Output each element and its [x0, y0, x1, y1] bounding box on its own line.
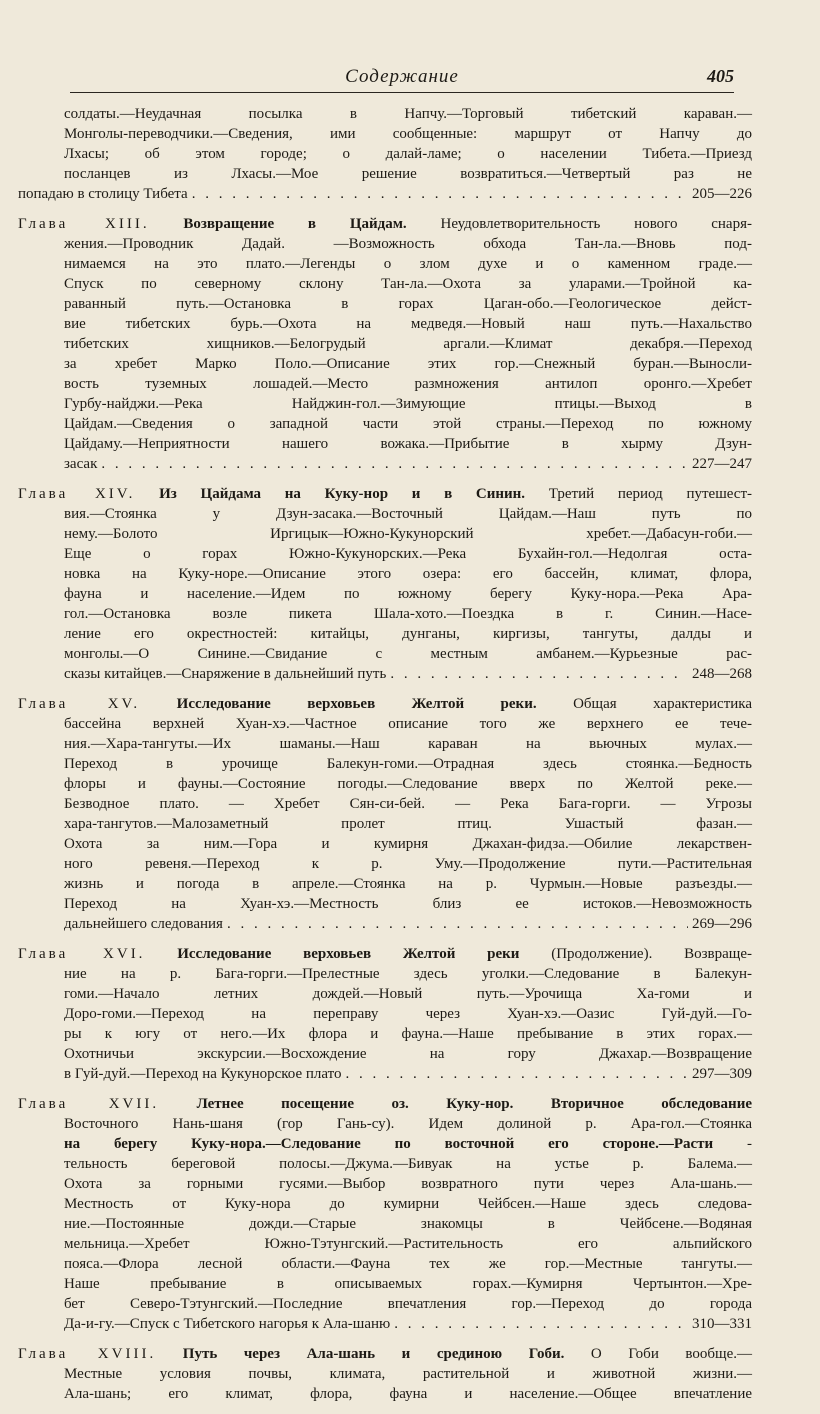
- toc-line: [18, 1234, 752, 1254]
- dot-leader: [101, 454, 688, 474]
- line-text: Цайдаму.—Неприятности нашего вожака.—Прибытие в хырму Дзун-: [64, 436, 752, 452]
- dot-leader: [192, 184, 688, 204]
- toc-line: [18, 524, 752, 544]
- toc-last-line: [18, 1064, 752, 1084]
- line-text: вость туземных лошадей.—Место размножения антилоп оронго.—Хребет: [64, 376, 752, 392]
- line-text: ление его окрестностей: китайцы, дунганы, киргизы, тангуты, далды и: [64, 626, 752, 642]
- dot-leader: [346, 1064, 688, 1084]
- chapter-label: Глава XVII.: [18, 1096, 160, 1112]
- line-text: -: [747, 1136, 753, 1152]
- line-text: жения.—Проводник Дадай. —Возможность обхода Тан-ла.—Вновь под-: [64, 236, 752, 252]
- toc-line: [18, 1094, 752, 1114]
- toc-line: [18, 314, 752, 334]
- line-text: (Продолжение). Возвраще-: [551, 946, 752, 962]
- toc-line: [18, 144, 752, 164]
- toc-line: [18, 894, 752, 914]
- toc-line: [18, 854, 752, 874]
- line-text: Еще о горах Южно-Кукунорских.—Река Бухайн-гол.—Недолгая оста-: [64, 546, 752, 562]
- line-text: Доро-гоми.—Переход на переправу через Хуан-хэ.—Оазис Гуй-дуй.—Го-: [64, 1006, 752, 1022]
- line-text: Охота за горными гусями.—Выбор возвратного пути через Ала-шань.—: [64, 1176, 752, 1192]
- toc-line: [18, 504, 752, 524]
- toc-line: [18, 254, 752, 274]
- toc-line: [18, 694, 752, 714]
- line-text: сказы китайцев.—Снаряжение в дальнейший путь: [64, 666, 387, 682]
- toc-line: [18, 1004, 752, 1024]
- chapter-title: Исследование верховьев Желтой реки.: [176, 696, 537, 712]
- line-text: тельность береговой полосы.—Джума.—Бивуак на устье р. Балема.—: [64, 1156, 752, 1172]
- toc-line: [18, 564, 752, 584]
- line-text: ния.—Хара-тангуты.—Их шаманы.—Наш караван на вьючных мулах.—: [64, 736, 752, 752]
- line-text: солдаты.—Неудачная посылка в Напчу.—Торговый тибетский караван.—: [64, 106, 752, 122]
- chapter-label: Глава XIV.: [18, 486, 136, 502]
- toc-line: [18, 874, 752, 894]
- toc-line: [18, 1114, 752, 1134]
- toc-line: [18, 334, 752, 354]
- toc-last-line: [18, 914, 752, 934]
- line-text: вие тибетских бурь.—Охота на медведя.—Новый наш путь.—Нахальство: [64, 316, 752, 332]
- toc-line: [18, 584, 752, 604]
- toc-line: [18, 814, 752, 834]
- line-text: вия.—Стоянка у Дзун-засака.—Восточный Цайдам.—Наш путь по: [64, 506, 752, 522]
- toc-line: [18, 1174, 752, 1194]
- chapter-title: Путь через Ала-шань и срединою Гоби.: [182, 1346, 565, 1362]
- toc-line: [18, 1294, 752, 1314]
- toc-line: [18, 104, 752, 124]
- line-text: ры к югу от него.—Их флора и фауна.—Наше пребывание в этих горах.—: [64, 1026, 752, 1042]
- line-text: Цайдам.—Сведения о западной части этой страны.—Переход по южному: [64, 416, 752, 432]
- table-of-contents: [18, 104, 752, 1414]
- toc-line: [18, 394, 752, 414]
- toc-line: [18, 164, 752, 184]
- line-text: жизнь и погода в апреле.—Стоянка на р. Чурмын.—Новые разъезды.—: [64, 876, 752, 892]
- dot-leader: [227, 914, 688, 934]
- dot-leader: [390, 664, 688, 684]
- line-text: Наше пребывание в описываемых горах.—Кумирня Чертынтон.—Хре-: [64, 1276, 752, 1292]
- line-text: монголы.—О Синине.—Свидание с местным амбанем.—Курьезные рас-: [64, 646, 752, 662]
- line-text: Да-и-гу.—Спуск с Тибетского нагорья к Ала-шаню: [64, 1316, 391, 1332]
- toc-line: [18, 1044, 752, 1064]
- toc-line: [18, 774, 752, 794]
- toc-entry: [18, 944, 752, 1084]
- chapter-title-cont: на берегу Куку-нора.—Следование по восточной его стороне.—Расти: [64, 1136, 714, 1152]
- toc-last-line: [18, 454, 752, 474]
- toc-line: [18, 234, 752, 254]
- toc-line: [18, 1384, 752, 1404]
- toc-line: [18, 414, 752, 434]
- toc-line: [18, 354, 752, 374]
- line-text: Неудовлетворительность нового снаря-: [440, 216, 752, 232]
- toc-line: [18, 644, 752, 664]
- line-text: Ала-шань; его климат, флора, фауна и население.—Общее впечатление: [64, 1386, 752, 1402]
- line-text: фауна и население.—Идем по южному берегу Куку-нора.—Река Ара-: [64, 586, 752, 602]
- toc-entry: [18, 214, 752, 474]
- toc-line: [18, 1024, 752, 1044]
- toc-line: [18, 544, 752, 564]
- toc-entry: [18, 104, 752, 204]
- chapter-label: Глава XIII.: [18, 216, 150, 232]
- toc-line: [18, 834, 752, 854]
- toc-entry: [18, 1344, 752, 1404]
- toc-line: [18, 1134, 752, 1154]
- line-text: в Гуй-дуй.—Переход на Кукунорское плато: [64, 1066, 342, 1082]
- line-text: пояса.—Флора лесной области.—Фауна тех же гор.—Местные тангуты.—: [64, 1256, 752, 1272]
- toc-line: [18, 274, 752, 294]
- page-range: 227—247: [692, 456, 752, 472]
- toc-line: [18, 214, 752, 234]
- chapter-title: Летнее посещение оз. Куку-нор. Вторичное обследование: [196, 1096, 753, 1112]
- line-text: флоры и фауны.—Состояние погоды.—Следование вверх по Желтой реке.—: [64, 776, 752, 792]
- running-title: Содержание: [345, 66, 459, 87]
- toc-entry: [18, 484, 752, 684]
- toc-line: [18, 124, 752, 144]
- line-text: Местные условия почвы, климата, растительной и животной жизни.—: [64, 1366, 752, 1382]
- toc-entry: [18, 694, 752, 934]
- line-text: тибетских хищников.—Белогрудый аргали.—Климат декабря.—Переход: [64, 336, 752, 352]
- toc-line: [18, 374, 752, 394]
- toc-line: [18, 944, 752, 964]
- line-text: нему.—Болото Иргицык—Южно-Кукунорский хребет.—Дабасун-гоби.—: [64, 526, 752, 542]
- toc-line: [18, 434, 752, 454]
- line-text: засак: [64, 456, 98, 472]
- toc-line: [18, 1274, 752, 1294]
- toc-entry: [18, 1094, 752, 1334]
- line-text: Лхасы; об этом городе; о далай-ламе; о населении Тибета.—Приезд: [64, 146, 752, 162]
- toc-line: [18, 734, 752, 754]
- toc-line: [18, 964, 752, 984]
- toc-line: [18, 714, 752, 734]
- line-text: О Гоби вообще.—: [590, 1346, 752, 1362]
- line-text: гоми.—Начало летних дождей.—Новый путь.—Урочища Ха-гоми и: [64, 986, 752, 1002]
- toc-line: [18, 1194, 752, 1214]
- line-text: Третий период путешест-: [548, 486, 752, 502]
- line-text: ного ревеня.—Переход к р. Уму.—Продолжение пути.—Растительная: [64, 856, 752, 872]
- toc-last-line: [18, 1314, 752, 1334]
- toc-line: [18, 984, 752, 1004]
- toc-line: [18, 1254, 752, 1274]
- toc-line: [18, 604, 752, 624]
- line-text: бассейна верхней Хуан-хэ.—Частное описание того же верхнего ее тече-: [64, 716, 752, 732]
- line-text: Безводное плато. — Хребет Сян-си-бей. — Река Бага-горги. — Угрозы: [64, 796, 752, 812]
- line-text: Местность от Куку-нора до кумирни Чейбсен.—Наше здесь следова-: [64, 1196, 752, 1212]
- chapter-label: Глава XVIII.: [18, 1346, 157, 1362]
- line-text: гол.—Остановка возле пикета Шала-хото.—Поездка в г. Синин.—Насе-: [64, 606, 752, 622]
- page-range: 269—296: [692, 916, 752, 932]
- line-text: попадаю в столицу Тибета: [18, 186, 188, 202]
- line-text: Охотничьи экскурсии.—Восхождение на гору Джахар.—Возвращение: [64, 1046, 752, 1062]
- line-text: Переход в урочище Балекун-гоми.—Отрадная здесь стоянка.—Бедность: [64, 756, 752, 772]
- chapter-title: Исследование верховьев Желтой реки: [177, 946, 520, 962]
- line-text: Монголы-переводчики.—Сведения, ими сообщенные: маршрут от Напчу до: [64, 126, 752, 142]
- line-text: ние.—Постоянные дожди.—Старые знакомцы в Чейбсене.—Водяная: [64, 1216, 752, 1232]
- line-text: дальнейшего следования: [64, 916, 223, 932]
- toc-last-line: [18, 184, 752, 204]
- line-text: Общая характеристика: [573, 696, 753, 712]
- running-header: [70, 64, 734, 93]
- toc-line: [18, 794, 752, 814]
- line-text: Переход на Хуан-хэ.—Местность близ ее истоков.—Невозможность: [64, 896, 752, 912]
- toc-line: [18, 1214, 752, 1234]
- page-range: 310—331: [692, 1316, 752, 1332]
- toc-line: [18, 754, 752, 774]
- line-text: Спуск по северному склону Тан-ла.—Охота за уларами.—Тройной ка-: [64, 276, 752, 292]
- page-range: 297—309: [692, 1066, 752, 1082]
- line-text: Восточного Нань-шаня (гор Гань-су). Идем долиной р. Ара-гол.—Стоянка: [64, 1116, 752, 1132]
- line-text: посланцев из Лхасы.—Мое решение возвратиться.—Четвертый раз не: [64, 166, 752, 182]
- line-text: бет Северо-Тэтунгский.—Последние впечатления гор.—Переход до города: [64, 1296, 752, 1312]
- toc-line: [18, 1344, 752, 1364]
- toc-line: [18, 1364, 752, 1384]
- line-text: нимаемся на это плато.—Легенды о злом духе и о каменном граде.—: [64, 256, 752, 272]
- page-number: 405: [707, 66, 734, 86]
- line-text: новка на Куку-норе.—Описание этого озера: его бассейн, климат, флора,: [64, 566, 752, 582]
- dot-leader: [394, 1314, 688, 1334]
- line-text: Гурбу-найджи.—Река Найджин-гол.—Зимующие птицы.—Выход в: [64, 396, 752, 412]
- page-range: 205—226: [692, 186, 752, 202]
- chapter-label: Глава XV.: [18, 696, 141, 712]
- toc-line: [18, 484, 752, 504]
- line-text: мельница.—Хребет Южно-Тэтунгский.—Растительность его альпийского: [64, 1236, 752, 1252]
- chapter-title: Из Цайдама на Куку-нор и в Синин.: [159, 486, 526, 502]
- toc-line: [18, 294, 752, 314]
- line-text: Охота за ним.—Гора и кумирня Джахан-фидза.—Обилие лекарствен-: [64, 836, 752, 852]
- chapter-label: Глава XVI.: [18, 946, 146, 962]
- line-text: за хребет Марко Поло.—Описание этих гор.—Снежный буран.—Выносли-: [64, 356, 752, 372]
- line-text: ние на р. Бага-горги.—Прелестные здесь уголки.—Следование в Балекун-: [64, 966, 752, 982]
- toc-last-line: [18, 664, 752, 684]
- toc-line: [18, 624, 752, 644]
- toc-line: [18, 1154, 752, 1174]
- chapter-title: Возвращение в Цайдам.: [183, 216, 407, 232]
- page-range: 248—268: [692, 666, 752, 682]
- line-text: раванный путь.—Остановка в горах Цаган-обо.—Геологическое дейст-: [64, 296, 752, 312]
- line-text: хара-тангутов.—Малозаметный пролет птиц. Ушастый фазан.—: [64, 816, 752, 832]
